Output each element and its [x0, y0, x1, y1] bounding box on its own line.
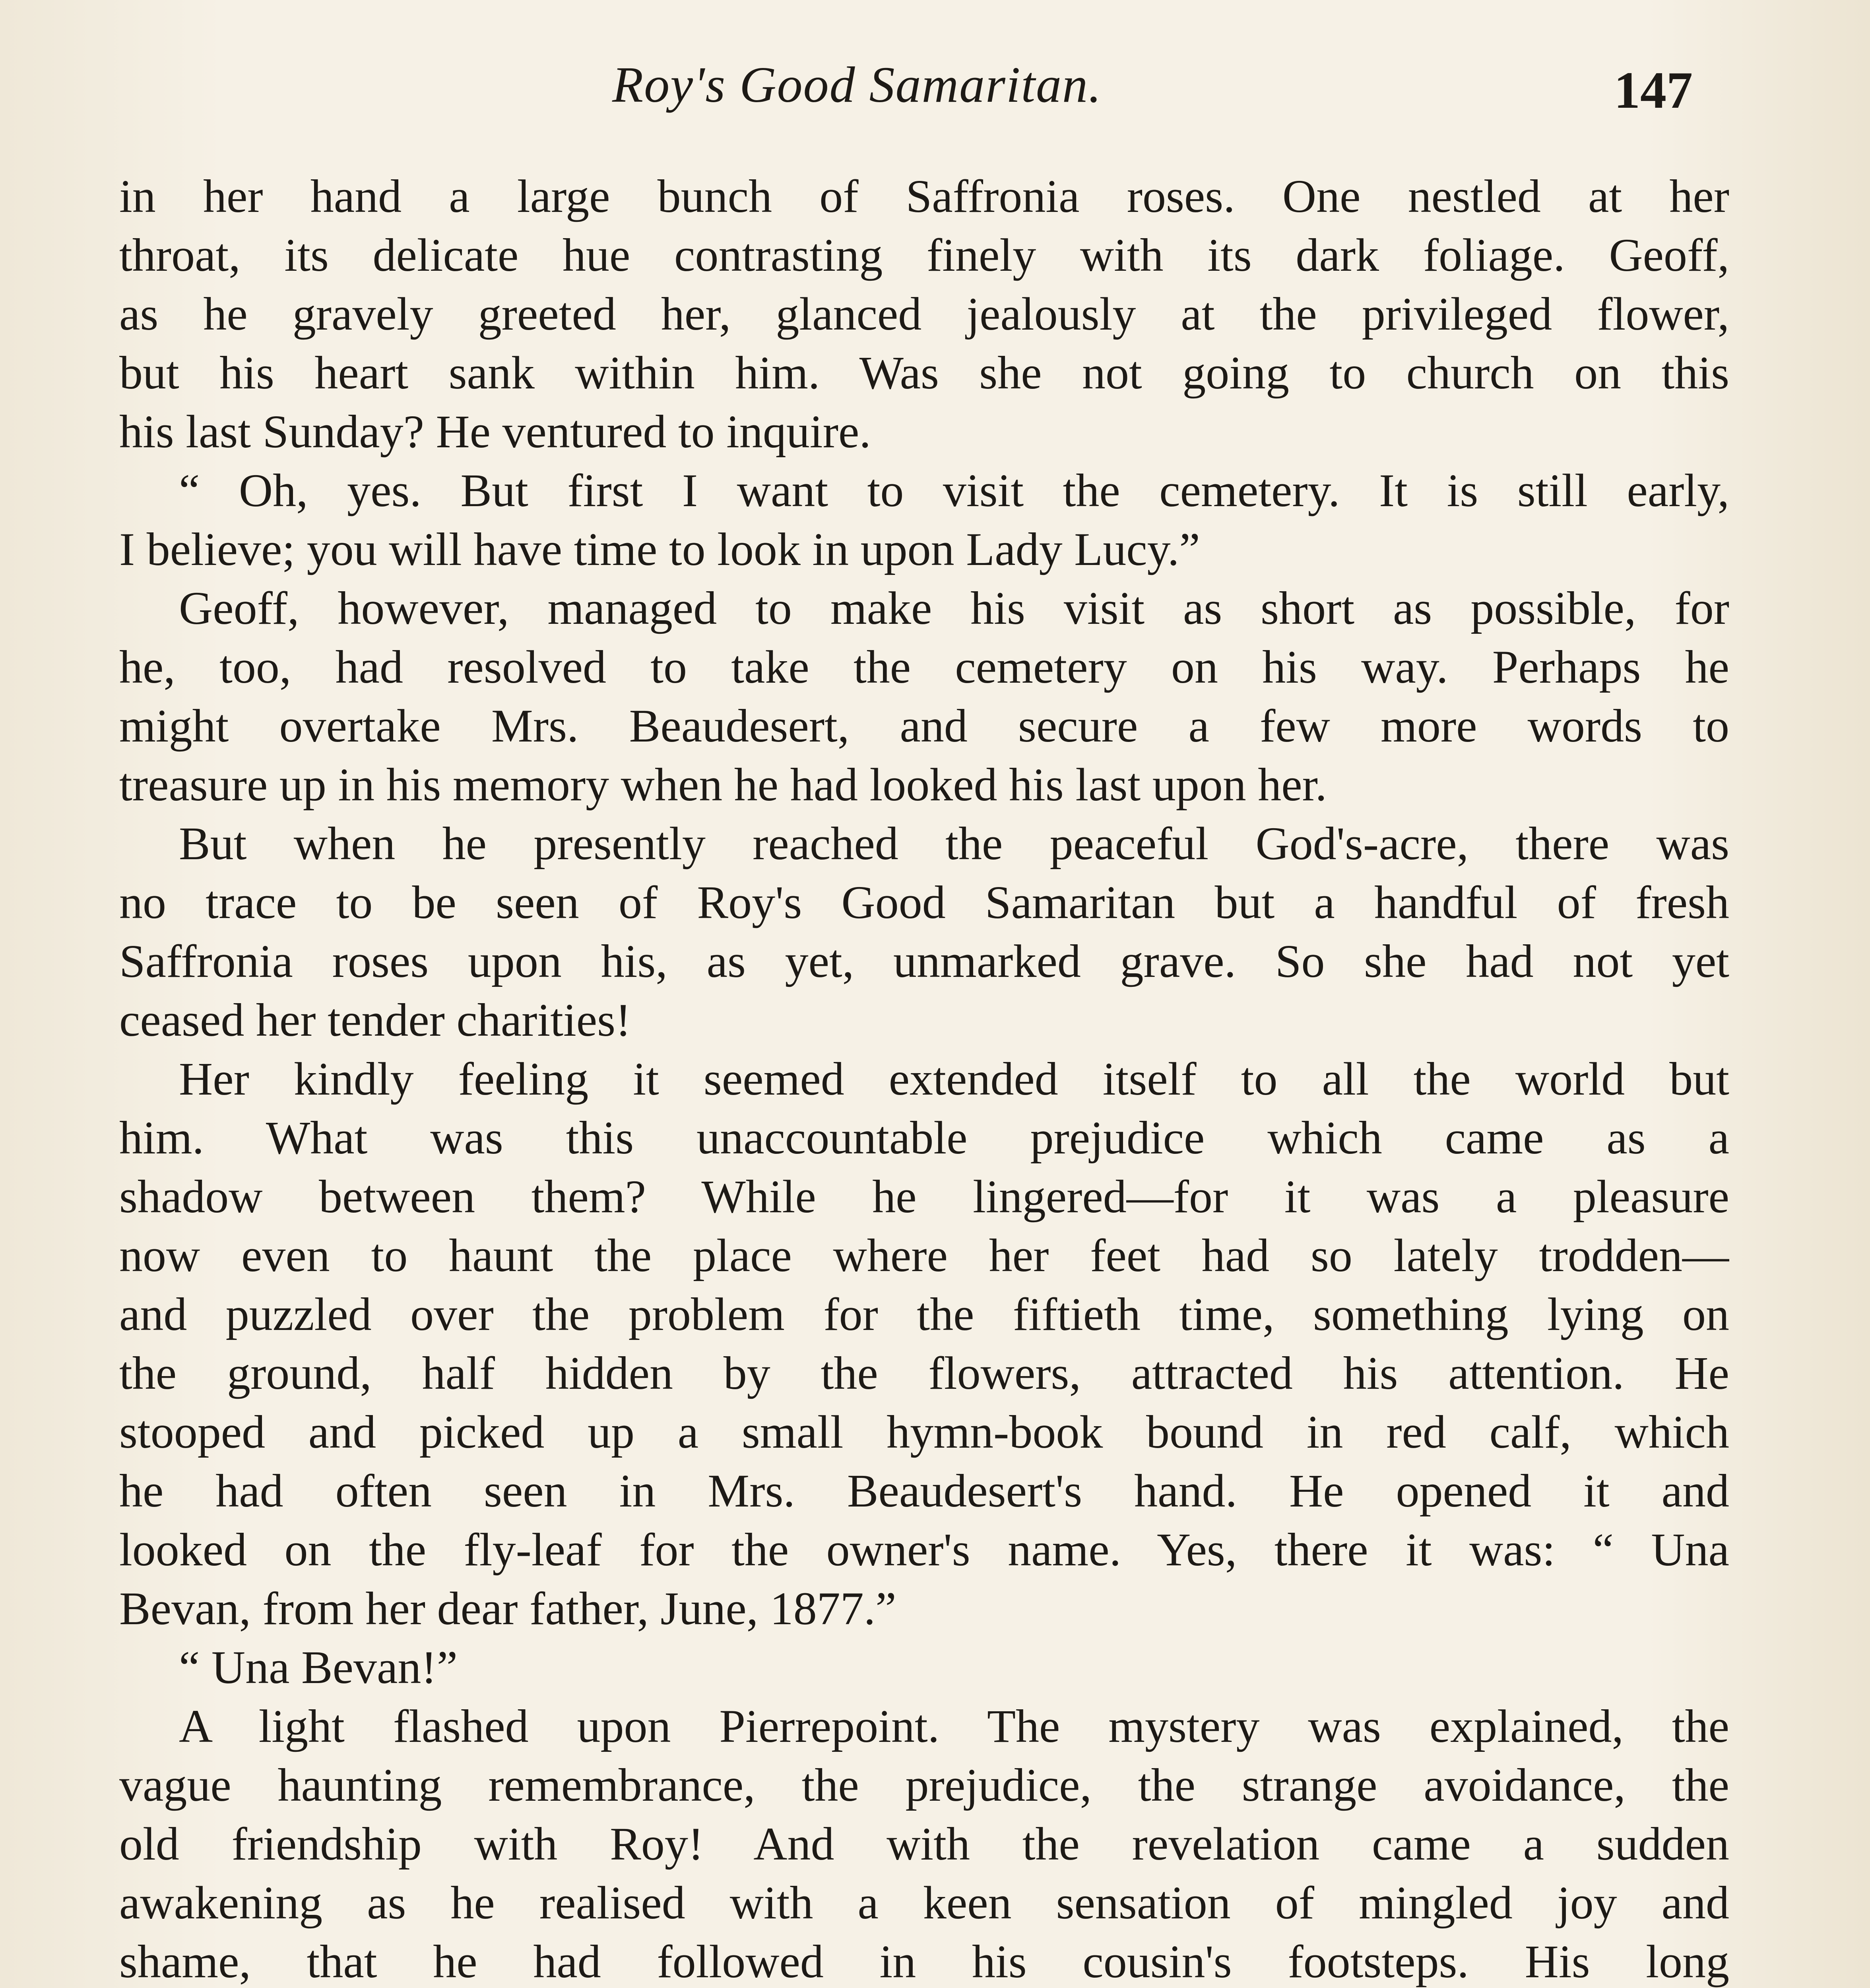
text-line: treasure up in his memory when he had looked his last upon her.: [119, 759, 1327, 811]
paragraph: [119, 461, 1729, 579]
text-line: ceased her tender charities!: [119, 994, 631, 1046]
text-line: “ Oh, yes. But first I want to visit the cemetery. It is still early,: [179, 464, 1729, 516]
text-line: might overtake Mrs. Beaudesert, and secure a few more words to: [119, 700, 1729, 752]
paragraph: [119, 814, 1729, 1050]
text-line: But when he presently reached the peaceful God's-acre, there was: [179, 817, 1729, 870]
paragraph: [119, 167, 1729, 461]
text-line: Her kindly feeling it seemed extended itself to all the world but: [179, 1053, 1729, 1105]
text-line: as he gravely greeted her, glanced jealously at the privileged flower,: [119, 288, 1729, 340]
chapter-part-two-text: [119, 167, 1729, 1988]
text-line: “ Una Bevan!”: [179, 1641, 458, 1693]
text-line: throat, its delicate hue contrasting finely with its dark foliage. Geoff,: [119, 229, 1729, 281]
text-line: and puzzled over the problem for the fiftieth time, something lying on: [119, 1288, 1729, 1340]
text-line: Saffronia roses upon his, as yet, unmarked grave. So she had not yet: [119, 935, 1729, 987]
text-line: no trace to be seen of Roy's Good Samaritan but a handful of fresh: [119, 876, 1729, 928]
text-line: Geoff, however, managed to make his visit as short as possible, for: [179, 582, 1729, 634]
text-line: shadow between them? While he lingered—for it was a pleasure: [119, 1171, 1729, 1223]
text-line: A light flashed upon Pierrepoint. The mystery was explained, the: [179, 1700, 1729, 1752]
text-line: looked on the fly-leaf for the owner's name. Yes, there it was: “ Una: [119, 1524, 1729, 1576]
page-number: 147: [1614, 61, 1693, 119]
text-line: vague haunting remembrance, the prejudice, the strange avoidance, the: [119, 1759, 1729, 1811]
text-line: in her hand a large bunch of Saffronia roses. One nestled at her: [119, 170, 1729, 222]
paragraph: [119, 579, 1729, 814]
text-line: shame, that he had followed in his cousin's footsteps. His long: [119, 1936, 1729, 1988]
page-header: [0, 44, 1870, 123]
body-text: [119, 167, 1729, 1988]
text-line: Bevan, from her dear father, June, 1877.”: [119, 1582, 896, 1635]
text-line: the ground, half hidden by the flowers, attracted his attention. He: [119, 1347, 1729, 1399]
text-line: now even to haunt the place where her feet had so lately trodden—: [119, 1229, 1729, 1281]
text-line: his last Sunday? He ventured to inquire.: [119, 406, 871, 458]
text-line: old friendship with Roy! And with the revelation came a sudden: [119, 1818, 1729, 1870]
paragraph: [119, 1697, 1729, 1988]
text-line: I believe; you will have time to look in upon Lady Lucy.”: [119, 523, 1200, 575]
text-line: stooped and picked up a small hymn-book bound in red calf, which: [119, 1406, 1729, 1458]
paragraph: [119, 1638, 1729, 1697]
text-line: he, too, had resolved to take the cemetery on his way. Perhaps he: [119, 641, 1729, 693]
text-line: but his heart sank within him. Was she not going to church on this: [119, 347, 1729, 399]
paragraph: [119, 1050, 1729, 1638]
text-line: he had often seen in Mrs. Beaudesert's hand. He opened it and: [119, 1465, 1729, 1517]
text-line: him. What was this unaccountable prejudice which came as a: [119, 1112, 1729, 1164]
text-line: awakening as he realised with a keen sensation of mingled joy and: [119, 1877, 1729, 1929]
running-title: Roy's Good Samaritan.: [612, 56, 1102, 113]
